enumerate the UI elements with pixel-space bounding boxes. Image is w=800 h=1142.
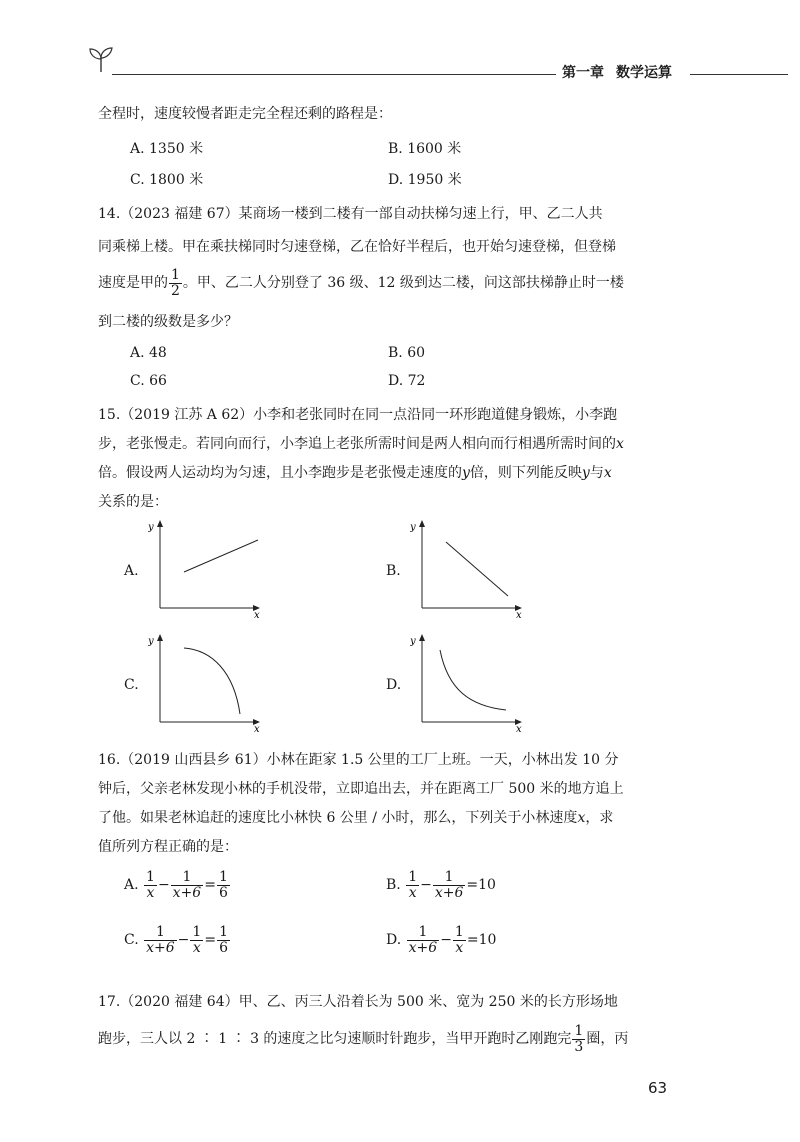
graph-c <box>148 632 268 732</box>
q16-a-label: A. <box>124 877 139 894</box>
graph-c-curve <box>184 648 240 714</box>
q16-b-f1-num: 1 <box>408 869 418 885</box>
q15-line3-mid: 倍，则下列能反映 <box>469 465 582 481</box>
q16-c-f2-num: 1 <box>192 924 202 940</box>
q16-option-d: D. $\frac{1}{x+6}$ − $\frac{1}{x}$ =10 <box>386 924 497 956</box>
header-rule-left <box>112 74 556 75</box>
q16-a-frac1 <box>144 870 157 900</box>
graph-b-x-label: x <box>516 610 522 618</box>
q16-b-label: B. <box>386 877 401 894</box>
q16-a-f1-den: x <box>146 884 155 901</box>
q14-line4: 到二楼的级数是多少？ <box>98 314 238 330</box>
graph-c-y-arrow <box>157 634 163 641</box>
q15-var-x: x <box>616 436 624 452</box>
q15-line3-pre: 倍。假设两人运动均为匀速，且小李跑步是老张慢走速度的 <box>98 465 462 481</box>
q16-option-a: A. $\frac{1}{x}$ − $\frac{1}{x+6}$ = $\frac{1}{6}$ <box>124 869 228 901</box>
q14-line1: 14.（2023 福建 67）某商场一楼到二楼有一部自动扶梯匀速上行，甲、乙二人共 <box>98 206 603 222</box>
q14-frac-den: 2 <box>171 282 180 299</box>
graph-c-x-label: x <box>254 724 260 732</box>
graph-d-curve <box>440 650 506 710</box>
graph-d-x-label: x <box>516 724 522 732</box>
chapter-heading <box>562 62 672 82</box>
graph-d-y-label: y <box>410 636 416 647</box>
graph-d-label: D. <box>386 677 402 693</box>
continuation-text: 全程时，速度较慢者距走完全程还剩的路程是： <box>98 106 392 122</box>
q14-option-d: D. 72 <box>388 373 426 389</box>
chapter-title: 数学运算 <box>616 65 672 81</box>
q14-frac-num: 1 <box>171 266 180 283</box>
q16-line3-text: 了他。如果老林追赶的速度比小林快 6 公里 / 小时，那么，下列关于小林速度 <box>98 810 578 826</box>
q16-d-f2-den: x <box>455 939 464 956</box>
q16-option-c: C. $\frac{1}{x+6}$ − $\frac{1}{x}$ = $\frac{1}{6}$ <box>124 924 228 956</box>
q17-line2-post: 圈，丙 <box>586 1031 629 1047</box>
graph-b-y-arrow <box>419 520 425 527</box>
q16-c-f3-den: 6 <box>219 939 228 956</box>
q16-c-f3-num: 1 <box>219 924 228 940</box>
header-rule-right <box>690 74 788 75</box>
q16-b-rhs: =10 <box>466 877 496 894</box>
q16-a-f3-den: 6 <box>218 884 228 901</box>
q16-option-b: B. $\frac{1}{x}$ − $\frac{1}{x+6}$ =10 <box>386 869 496 901</box>
q16-line1: 16.（2019 山西县乡 61）小林在距家 1.5 公里的工厂上班。一天，小林出发 10 分 <box>98 752 619 768</box>
option-c: C. 1800 米 <box>130 172 204 188</box>
option-a: A. 1350 米 <box>130 141 204 157</box>
q16-d-label: D. <box>386 932 402 949</box>
q16-a-f3-num: 1 <box>218 869 228 885</box>
q17-line2-pre: 跑步，三人以 2 ∶ 1 ∶ 3 的速度之比匀速顺时针跑步，当甲开跑时乙刚跑完 <box>98 1031 572 1047</box>
q16-b-frac2 <box>433 870 466 900</box>
q16-c-label: C. <box>124 932 139 949</box>
q16-b-f2-den: x+6 <box>434 884 464 901</box>
q16-line2: 钟后，父亲老林发现小林的手机没带，立即追出去，并在距离工厂 500 米的地方追上 <box>98 781 624 797</box>
graph-b-label: B. <box>386 563 401 579</box>
q15-line4: 关系的是： <box>98 494 168 510</box>
graph-a-y-label: y <box>148 522 154 533</box>
q15-var-y1: y <box>462 465 470 481</box>
q16-c-frac1 <box>144 925 177 955</box>
graph-b-y-label: y <box>410 522 416 533</box>
q16-c-frac2 <box>190 925 203 955</box>
q16-a-f2-den: x+6 <box>172 884 202 901</box>
q14-line3 <box>98 266 624 300</box>
q16-d-f2-num: 1 <box>454 924 464 940</box>
option-d: D. 1950 米 <box>388 172 462 188</box>
graph-c-y-label: y <box>148 636 154 647</box>
q16-d-frac2 <box>453 925 466 955</box>
q15-line2-text: 步，老张慢走。若同向而行，小李追上老张所需时间是两人相向而行相遇所需时间的 <box>98 436 616 452</box>
q15-var-y2: y <box>581 465 590 481</box>
q16-line3 <box>98 808 613 828</box>
q15-line1: 15.（2019 江苏 A 62）小李和老张同时在同一点沿同一环形跑道健身锻炼，小李跑 <box>98 407 618 423</box>
q16-d-frac1 <box>407 925 440 955</box>
graph-d <box>410 632 530 732</box>
q16-d-rhs: =10 <box>466 932 497 949</box>
q16-d-f1-num: 1 <box>407 925 440 941</box>
option-b: B. 1600 米 <box>388 141 462 157</box>
chapter-label: 第一章 <box>562 65 604 81</box>
q15-line2 <box>98 434 624 454</box>
graph-a-label: A. <box>124 563 139 579</box>
q15-line3-mid2: 与 <box>589 465 604 481</box>
q16-a-f1-num: 1 <box>146 869 155 885</box>
q17-frac-num: 1 <box>574 1022 584 1039</box>
sprout-icon <box>86 44 116 74</box>
q16-a-frac2 <box>171 870 204 900</box>
graph-a <box>148 518 268 618</box>
q14-line3-pre: 速度是甲的 <box>98 275 168 291</box>
q14-fraction <box>169 268 182 298</box>
q16-c-f1-num: 1 <box>144 925 177 941</box>
page-number: 63 <box>648 1079 668 1097</box>
q16-b-f2-num: 1 <box>433 870 466 886</box>
graph-a-curve <box>184 540 258 572</box>
q16-line4: 值所列方程正确的是： <box>98 839 238 855</box>
q16-var-x: x <box>577 810 586 826</box>
q17-line1: 17.（2020 福建 64）甲、乙、丙三人沿着长为 500 米、宽为 250 米的长方形场地 <box>98 994 618 1010</box>
q16-line3-post: ，求 <box>585 810 614 826</box>
q15-line3 <box>98 463 612 483</box>
q15-var-x2: x <box>603 465 612 481</box>
q14-option-c: C. 66 <box>130 373 167 389</box>
graph-b-curve <box>446 542 508 596</box>
graph-b <box>410 518 530 618</box>
q16-c-f1-den: x+6 <box>146 939 175 956</box>
q16-c-frac3 <box>217 925 230 955</box>
q14-line2: 同乘梯上楼。甲在乘扶梯同时匀速登梯，乙在恰好半程后，也开始匀速登梯，但登梯 <box>98 239 616 255</box>
q14-line3-post: 。甲、乙二人分别登了 36 级、12 级到达二楼，问这部扶梯静止时一楼 <box>182 275 624 291</box>
graph-a-x-label: x <box>254 610 260 618</box>
q17-line2 <box>98 1022 628 1056</box>
q14-option-b: B. 60 <box>388 345 426 361</box>
q17-frac-den: 3 <box>574 1038 584 1055</box>
q16-b-frac1 <box>406 870 419 900</box>
graph-a-y-arrow <box>157 520 163 527</box>
q17-fraction <box>572 1024 585 1054</box>
graph-c-label: C. <box>124 677 139 693</box>
q16-d-f1-den: x+6 <box>408 939 438 956</box>
q16-b-f1-den: x <box>408 884 417 901</box>
q16-c-f2-den: x <box>192 939 201 956</box>
q16-a-f2-num: 1 <box>171 870 204 886</box>
graph-d-y-arrow <box>419 634 425 641</box>
q14-option-a: A. 48 <box>130 345 167 361</box>
q16-a-frac3 <box>217 870 230 900</box>
